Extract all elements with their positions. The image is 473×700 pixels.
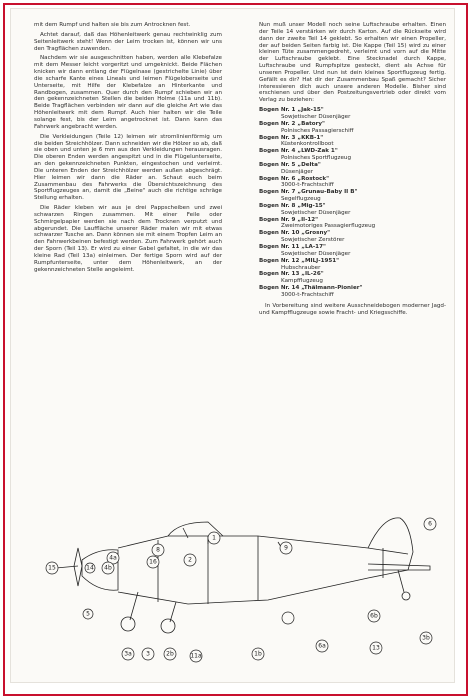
list-item: Bogen Nr. 10 „Grosny" Sowjetischer Zerstörer — [259, 230, 345, 244]
model-list — [259, 107, 446, 299]
diagram-label: 4a — [109, 554, 117, 562]
list-item: Bogen Nr. 9 „Il-12" Zweimotoriges Passagierflugzeug — [259, 216, 376, 230]
paragraph: Die Verkleidungen (Teile 12) leimen wir stromlinienförmig um die beiden Streichhölzer. Dann schneiden wir die Hölzer so ab, daß sie oben und unten je 6 mm aus den Verkleidungen herausragen. Die oberen Enden werden angespitzt und in die Flügelunterseite, an den gekennzeichneten Punkten, eingestochen und verleimt. Die unteren Enden der Streichhölzer werden außen abgeschrägt. Hier leimen wir dann die Räder an. Schaut euch beim Zusammenbau des Fahrwerks die Übersichtszeichnung des Sportflugzeuges an, damit die „Beine" auch die richtige schräge Stellung erhalten. — [34, 133, 222, 202]
right-column — [259, 22, 446, 319]
diagram-label: 2b — [166, 650, 174, 658]
diagram-label: 1b — [254, 650, 262, 658]
paragraph: Achtet darauf, daß das Höhenleitwerk genau rechtwinklig zum Seitenleitwerk steht! Wenn der Leim trocken ist, können wir uns den Tragflächen zuwenden. — [34, 31, 222, 52]
diagram-label: 16 — [149, 558, 157, 566]
diagram-label: 1 — [212, 534, 216, 542]
list-item: Bogen Nr. 4 „LWD-Zak 1" Polnisches Sportflugzeug — [259, 148, 352, 162]
list-item: Bogen Nr. 5 „Delta" Düsenjäger — [259, 161, 321, 175]
paragraph: Nun muß unser Modell noch seine Luftschraube erhalten. Einen der Teile 14 verstärken wir durch Karton. Auf die Rückseite wird dann der zweite Teil 14 geklebt. So erhalten wir einen Propeller, der auf beiden Seiten farbig ist. Die Kappe (Teil 15) wird zu einer kleinen Tüte zusammengedreht, verleimt und vorn auf die Mitte der Luftschraube geklebt. Eine Stecknadel durch Kappe, Luftschraube und Rumpfspitze gesteckt, dient als Achse für unseren Propeller. Und nun ist dein kleines Sportflugzeug fertig. Gefällt es dir? Hat dir der Zusammenbau Spaß gemacht? Sicher interessieren dich auch unsere anderen Modelle. Bisher sind erschienen und über den Postzeitungsvertrieb oder direkt vom Verlag zu beziehen: — [259, 22, 446, 104]
paragraph: mit dem Rumpf und halten sie bis zum Antrocknen fest. — [34, 22, 191, 28]
list-item: Bogen Nr. 3 „KKB-1" Küstenkontrollboot — [259, 134, 334, 148]
airplane-assembly-diagram — [38, 508, 450, 668]
diagram-label: 5 — [86, 610, 90, 618]
paragraph: Nachdem wir sie ausgeschnitten haben, werden alle Klebefalze mit dem Messer leicht vorgeritzt und umgeknickt. Beide Flächen knicken wir dann entlang der Flügelnase (gestrichelte Linie) über die scharfe Kante eines Lineals und leimen Flügeloberseite und Unterseite, mit Hilfe der Klebefalze an Hinterkante und Randbogen, zusammen. Quer durch den Rumpf schieben wir an den gekennzeichneten Stellen die beiden Holme (11a und 11b). Beide Tragflächen verbinden wir dann auf die gleiche Art wie das Höhenleitwerk mit dem Rumpf. Auch hier halten wir die Teile solange fest, bis der Leim angetrocknet ist. Dann kann das Fahrwerk angebracht werden. — [34, 55, 222, 130]
diagram-label: 3a — [124, 650, 132, 658]
list-item: Bogen Nr. 1 „Jak-15" Sowjetischer Düsenjäger — [259, 107, 351, 120]
diagram-label: 3 — [146, 650, 150, 658]
list-item: Bogen Nr. 13 „IL-26" Kampfflugzeug — [259, 271, 324, 285]
list-item: Bogen Nr. 11 „LA-17" Sowjetischer Düsenjäger — [259, 244, 351, 257]
diagram-label: 9 — [284, 544, 288, 552]
document-page — [10, 8, 455, 683]
diagram-label: 4b — [104, 564, 112, 572]
diagram-label: 11a — [190, 652, 202, 660]
diagram-label: 13 — [372, 644, 380, 652]
list-item: Bogen Nr. 2 „Batory" Polnisches Passagierschiff — [259, 120, 354, 134]
paragraph: Die Räder kleben wir aus je drei Pappscheiben und zwei schwarzen Ringen zusammen. Mit einer Feile oder Schmirgelpapier werden sie nach dem Trocknen verputzt und abgerundet. Die Lauffläche unserer Räder malen wir mit etwas schwarzer Tusche an. Dann können sie mit einem Tropfen Leim an den Fahrwerkbeinen befestigt werden. Zum Fahrwerk gehört auch der Sporn (Teil 13). Er wird zu einer Gabel gefaltet, in die wir das kleine Rad (Teil 13a) einleimen. Der fertige Sporn wird auf der Rumpfunterseite, unter dem Höhenleitwerk, an der gekennzeichneten Stelle angeleimt. — [34, 205, 222, 273]
diagram-label: 3b — [422, 634, 430, 642]
diagram-label: 14 — [86, 564, 94, 572]
diagram-label: 6a — [318, 642, 326, 650]
diagram-label: 6 — [428, 520, 432, 528]
paragraph: In Vorbereitung sind weitere Ausschneidebogen moderner Jagd- und Kampfflugzeuge sowie Fracht- und Kriegsschiffe. — [259, 302, 446, 316]
list-item: Bogen Nr. 7 „Grunau-Baby II B" Segelflugzeug — [259, 189, 358, 203]
left-column — [34, 22, 222, 277]
list-item: Bogen Nr. 6 „Rostock" 3000-t-Frachtschiff — [259, 175, 334, 189]
list-item: Bogen Nr. 12 „MILJ-1951" Hubschrauber — [259, 257, 340, 271]
list-item: Bogen Nr. 8 „Mig-15" Sowjetischer Düsenjäger — [259, 202, 351, 216]
diagram-label: 6b — [370, 612, 378, 620]
diagram-label: 15 — [48, 564, 56, 572]
diagram-label: 8 — [156, 546, 160, 554]
list-item: Bogen Nr. 14 „Thälmann-Pionier" 3000-t-Frachtschiff — [259, 285, 363, 298]
diagram-label: 2 — [188, 556, 192, 564]
propeller-shape — [74, 548, 82, 586]
